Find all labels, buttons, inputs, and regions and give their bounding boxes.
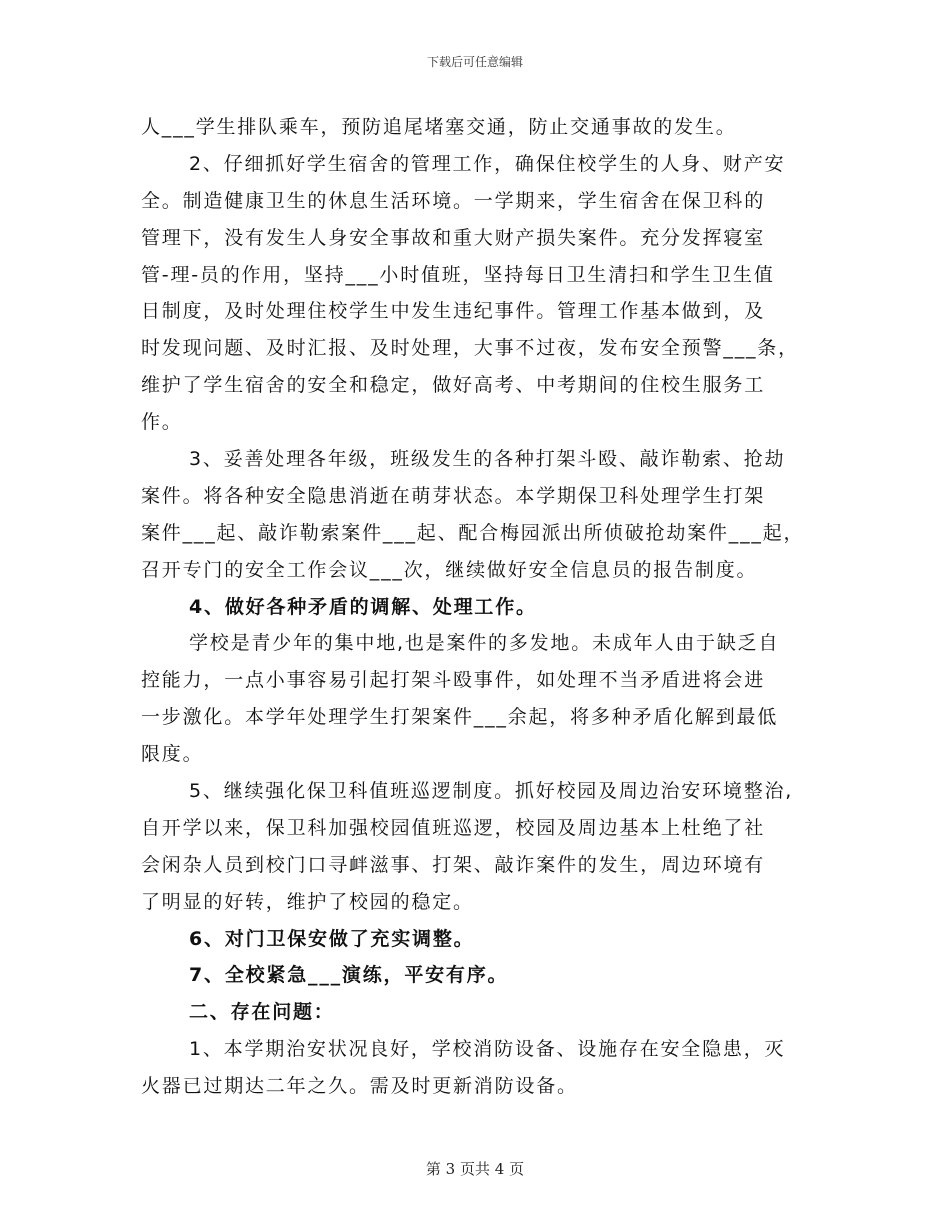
paragraph-line: 案件。将各种安全隐患消逝在萌芽状态。本学期保卫科处理学生打架 — [141, 484, 766, 507]
section-heading-line: 7、全校紧急___演练，平安有序。 — [189, 964, 509, 987]
paragraph-line: 火器已过期达二年之久。需及时更新消防设备。 — [141, 1075, 578, 1098]
paragraph-line: 管理下，没有发生人身安全事故和重大财产损失案件。充分发挥寝室 — [141, 226, 766, 249]
page-header: 下载后可任意编辑 — [426, 55, 523, 69]
document-body — [141, 109, 821, 1105]
section-heading-line: 6、对门卫保安做了充实调整。 — [189, 927, 475, 950]
page-footer: 第 3 页共 4 页 — [425, 1160, 525, 1178]
paragraph-line: 管-理-员的作用，坚持___小时值班，坚持每日卫生清扫和学生卫生值 — [141, 263, 775, 286]
paragraph-line: 人___学生排队乘车，预防追尾堵塞交通，防止交通事故的发生。 — [141, 116, 737, 138]
paragraph-line: 学校是青少年的集中地,也是案件的多发地。未成年人由于缺乏自 — [189, 632, 780, 655]
paragraph-line: 全。制造健康卫生的休息生活环境。一学期来，学生宿舍在保卫科的 — [141, 189, 766, 212]
paragraph-line: 自开学以来，保卫科加强校园值班巡逻，校园及周边基本上杜绝了社 — [141, 816, 766, 839]
paragraph-line: 3、妥善处理各年级，班级发生的各种打架斗殴、敲诈勒索、抢劫 — [189, 448, 786, 471]
paragraph-line: 维护了学生宿舍的安全和稳定，做好高考、中考期间的住校生服务工 — [141, 374, 766, 397]
paragraph-line: 召开专门的安全工作会议___次，继续做好安全信息员的报告制度。 — [141, 558, 758, 581]
paragraph-line: 时发现问题、及时汇报、及时处理，大事不过夜，发布安全预警___条， — [141, 337, 799, 360]
paragraph-line: 作。 — [141, 411, 183, 434]
paragraph-line: 2、仔细抓好学生宿舍的管理工作，确保住校学生的人身、财产安 — [189, 152, 786, 175]
paragraph-line: 限度。 — [141, 743, 204, 766]
paragraph-line: 一步激化。本学年处理学生打架案件___余起，将多种矛盾化解到最低 — [141, 706, 779, 729]
paragraph-line: 案件___起、敲诈勒索案件___起、配合梅园派出所侦破抢劫案件___起， — [141, 521, 805, 544]
paragraph-line: 日制度，及时处理住校学生中发生违纪事件。管理工作基本做到，及 — [141, 300, 766, 323]
section-heading-line: 4、做好各种矛盾的调解、处理工作。 — [189, 595, 537, 618]
paragraph-line: 了明显的好转，维护了校园的稳定。 — [141, 890, 474, 913]
section-heading-line: 二、存在问题： — [189, 1001, 335, 1024]
paragraph-line: 会闲杂人员到校门口寻衅滋事、打架、敲诈案件的发生，周边环境有 — [141, 853, 766, 876]
paragraph-line: 控能力，一点小事容易引起打架斗殴事件，如处理不当矛盾进将会进 — [141, 669, 766, 692]
paragraph-line: 5、继续强化保卫科值班巡逻制度。抓好校园及周边治安环境整治, — [189, 780, 794, 803]
paragraph-line: 1、本学期治安状况良好，学校消防设备、设施存在安全隐患，灭 — [189, 1038, 786, 1061]
